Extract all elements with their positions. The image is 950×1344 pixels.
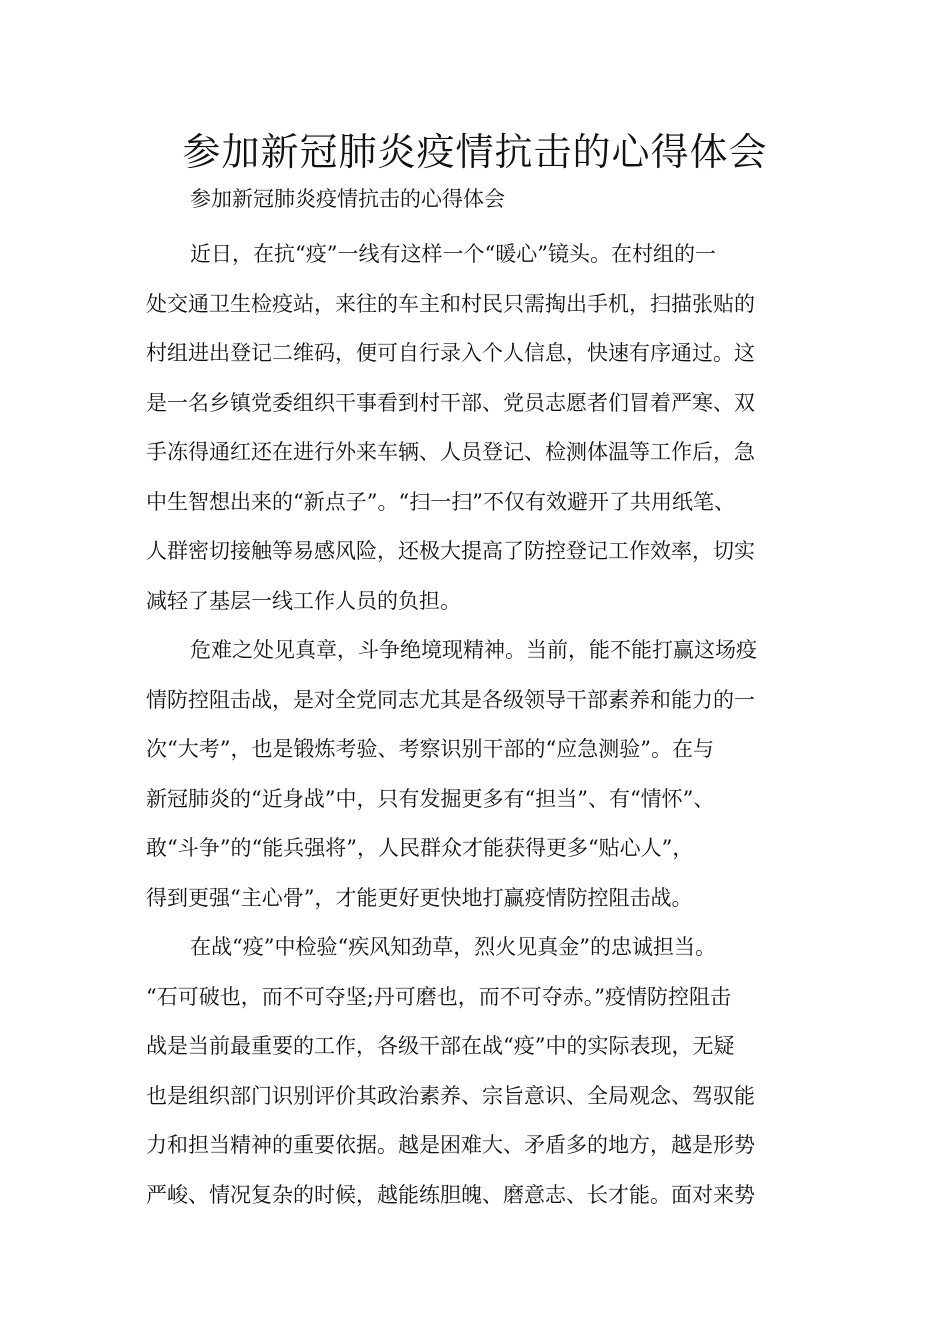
document-body [146, 230, 826, 1220]
paragraph-3-line: 战是当前最重要的工作，各级干部在战“疫”中的实际表现，无疑 [146, 1034, 735, 1058]
document-subtitle: 参加新冠肺炎疫情抗击的心得体会 [190, 187, 505, 211]
paragraph-1-line: 手冻得通红还在进行外来车辆、人员登记、检测体温等工作后，急 [146, 440, 755, 464]
paragraph-2-line: 得到更强“主心骨”，才能更好更快地打赢疫情防控阻击战。 [146, 885, 693, 910]
paragraph-3-line: 严峻、情况复杂的时候，越能练胆魄、磨意志、长才能。面对来势 [146, 1182, 755, 1207]
paragraph-1-line: 是一名乡镇党委组织干事看到村干部、党员志愿者们冒着严寒、双 [146, 390, 755, 415]
paragraph-3-line: 在战“疫”中检验“疾风知劲草，烈火见真金”的忠诚担当。 [190, 935, 716, 959]
paragraph-1-line: 村组进出登记二维码，便可自行录入个人信息，快速有序通过。这 [146, 341, 755, 365]
paragraph-2-line: 情防控阻击战，是对全党同志尤其是各级领导干部素养和能力的一 [146, 687, 755, 712]
paragraph-2-line: 新冠肺炎的“近身战”中，只有发掘更多有“担当”、有“情怀”、 [146, 786, 715, 811]
paragraph-3-line: 也是组织部门识别评价其政治素养、宗旨意识、全局观念、驾驭能 [146, 1083, 755, 1108]
paragraph-1-line: 中生智想出来的“新点子”。“扫一扫”不仅有效避开了共用纸笔、 [146, 489, 735, 514]
paragraph-1-line: 人群密切接触等易感风险，还极大提高了防控登记工作效率，切实 [146, 539, 755, 563]
paragraph-1-line: 处交通卫生检疫站，来往的车主和村民只需掏出手机，扫描张贴的 [146, 291, 755, 316]
paragraph-2-line: 次“大考”，也是锻炼考验、考察识别干部的“应急测验”。在与 [146, 737, 714, 761]
paragraph-2-line: 危难之处见真章，斗争绝境现精神。当前，能不能打赢这场疫 [190, 638, 757, 662]
paragraph-3-line: “石可破也，而不可夺坚;丹可磨也，而不可夺赤。”疫情防控阻击 [146, 984, 732, 1009]
document-title: 参加新冠肺炎疫情抗击的心得体会 [182, 130, 768, 174]
paragraph-1-line: 近日，在抗“疫”一线有这样一个“暖心”镜头。在村组的一 [190, 242, 716, 266]
paragraph-2-line: 敢“斗争”的“能兵强将”，人民群众才能获得更多“贴心人”， [146, 836, 694, 860]
paragraph-1-line: 减轻了基层一线工作人员的负担。 [146, 588, 461, 613]
paragraph-3-line: 力和担当精神的重要依据。越是困难大、矛盾多的地方，越是形势 [146, 1133, 755, 1157]
